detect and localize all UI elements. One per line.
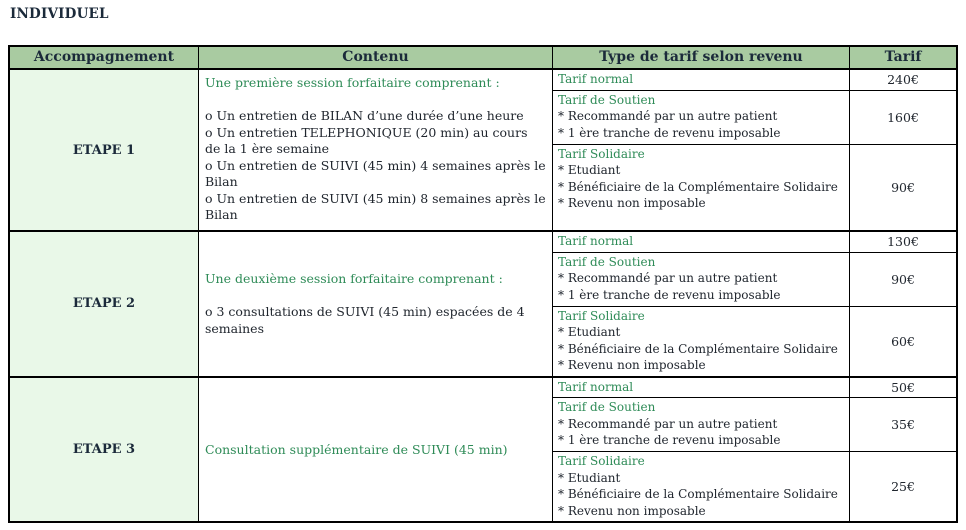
tarif-price: 90€ bbox=[891, 271, 915, 287]
tarif-criterion: * Etudiant bbox=[558, 325, 621, 339]
etape-1-contenu-intro: Une première session forfaitaire comprenant : bbox=[205, 75, 500, 90]
tarif-type-cell bbox=[553, 145, 850, 231]
header-accompagnement: Accompagnement bbox=[10, 47, 199, 68]
tarif-type-label: Tarif normal bbox=[558, 234, 634, 248]
tarif-price: 35€ bbox=[891, 417, 915, 432]
tarif-row-normal bbox=[553, 378, 956, 399]
tarif-type-label: Tarif Solidaire bbox=[558, 454, 645, 468]
tarif-criterion: * Recommandé par un autre patient bbox=[558, 271, 778, 285]
tarif-price: 60€ bbox=[891, 333, 915, 349]
tarif-criterion: * Etudiant bbox=[558, 163, 621, 177]
etape-3-tarifs bbox=[553, 378, 956, 522]
header-type-de-tarif: Type de tarif selon revenu bbox=[553, 47, 850, 68]
etape-2-tarifs bbox=[553, 232, 956, 376]
tarif-criterion: * Revenu non imposable bbox=[558, 196, 706, 210]
tarif-criterion: * Bénéficiaire de la Complémentaire Solidaire bbox=[558, 341, 838, 356]
tarif-criterion: * 1 ère tranche de revenu imposable bbox=[558, 125, 781, 140]
tarif-row-normal bbox=[553, 232, 956, 253]
tarif-price: 25€ bbox=[891, 479, 915, 494]
tarif-price: 160€ bbox=[887, 109, 919, 125]
contenu-detail-line: o Un entretien de SUIVI (45 min) 8 semaines après le Bilan bbox=[205, 190, 546, 222]
etape-3-label: ETAPE 3 bbox=[10, 378, 199, 522]
etape-1-contenu bbox=[199, 70, 553, 230]
contenu-detail-line: o Un entretien TELEPHONIQUE (20 min) au cours de la 1 ère semaine bbox=[205, 124, 528, 156]
etape-3-contenu-intro: Consultation supplémentaire de SUIVI (45 min) bbox=[205, 441, 508, 457]
tarif-type-cell bbox=[553, 452, 850, 521]
tarif-type-label: Tarif de Soutien bbox=[558, 400, 656, 414]
etape-1-tarifs bbox=[553, 70, 956, 230]
header-tarif: Tarif bbox=[884, 49, 922, 65]
tarif-criterion: * Revenu non imposable bbox=[558, 503, 706, 518]
tarif-criterion: * Etudiant bbox=[558, 470, 621, 485]
tarif-criterion: * Bénéficiaire de la Complémentaire Solidaire bbox=[558, 179, 838, 194]
table-row-etape-3 bbox=[10, 378, 956, 522]
tarif-type-cell bbox=[553, 70, 850, 90]
tarif-type-label: Tarif normal bbox=[558, 72, 634, 86]
tarif-price: 240€ bbox=[887, 72, 919, 88]
tarif-row-solidaire bbox=[553, 452, 956, 521]
tarif-price: 50€ bbox=[891, 379, 915, 395]
tarif-type-cell bbox=[553, 91, 850, 144]
etape-2-contenu bbox=[199, 232, 553, 376]
tarif-type-cell bbox=[553, 253, 850, 306]
etape-1-label: ETAPE 1 bbox=[10, 70, 199, 230]
tarif-criterion: * Revenu non imposable bbox=[558, 358, 706, 372]
tarif-criterion: * Recommandé par un autre patient bbox=[558, 109, 778, 123]
pricing-table bbox=[8, 45, 958, 523]
etape-2-label: ETAPE 2 bbox=[10, 232, 199, 376]
contenu-detail-line: o 3 consultations de SUIVI (45 min) espacées de 4 semaines bbox=[205, 304, 525, 336]
tarif-type-label: Tarif de Soutien bbox=[558, 92, 656, 107]
tarif-type-cell bbox=[553, 398, 850, 451]
tarif-row-soutien bbox=[553, 253, 956, 307]
etape-3-contenu bbox=[199, 378, 553, 522]
tarif-type-label: Tarif Solidaire bbox=[558, 308, 645, 323]
contenu-detail-line: o Un entretien de SUIVI (45 min) 4 semaines après le Bilan bbox=[205, 157, 546, 189]
page-title: INDIVIDUEL bbox=[10, 6, 109, 22]
contenu-detail-line: o Un entretien de BILAN d’une durée d’une heure bbox=[205, 108, 524, 123]
tarif-row-solidaire bbox=[553, 145, 956, 231]
tarif-type-label: Tarif de Soutien bbox=[558, 254, 656, 269]
tarif-type-cell bbox=[553, 232, 850, 252]
table-row-etape-1 bbox=[10, 70, 956, 232]
tarif-row-soutien bbox=[553, 398, 956, 452]
tarif-criterion: * Recommandé par un autre patient bbox=[558, 416, 778, 431]
table-header-row bbox=[10, 47, 956, 70]
tarif-type-label: Tarif Solidaire bbox=[558, 146, 645, 161]
tarif-row-soutien bbox=[553, 91, 956, 145]
table-row-etape-2 bbox=[10, 232, 956, 378]
tarif-price: 90€ bbox=[891, 179, 915, 195]
tarif-type-label: Tarif normal bbox=[558, 379, 634, 394]
etape-2-contenu-intro: Une deuxième session forfaitaire comprenant : bbox=[205, 271, 503, 287]
tarif-type-cell bbox=[553, 307, 850, 376]
tarif-type-cell bbox=[553, 378, 850, 398]
tarif-criterion: * 1 ère tranche de revenu imposable bbox=[558, 433, 781, 447]
header-contenu: Contenu bbox=[199, 47, 553, 68]
tarif-row-solidaire bbox=[553, 307, 956, 376]
tarif-criterion: * Bénéficiaire de la Complémentaire Solidaire bbox=[558, 487, 838, 501]
tarif-criterion: * 1 ère tranche de revenu imposable bbox=[558, 287, 781, 302]
tarif-row-normal bbox=[553, 70, 956, 91]
tarif-price: 130€ bbox=[887, 234, 919, 250]
